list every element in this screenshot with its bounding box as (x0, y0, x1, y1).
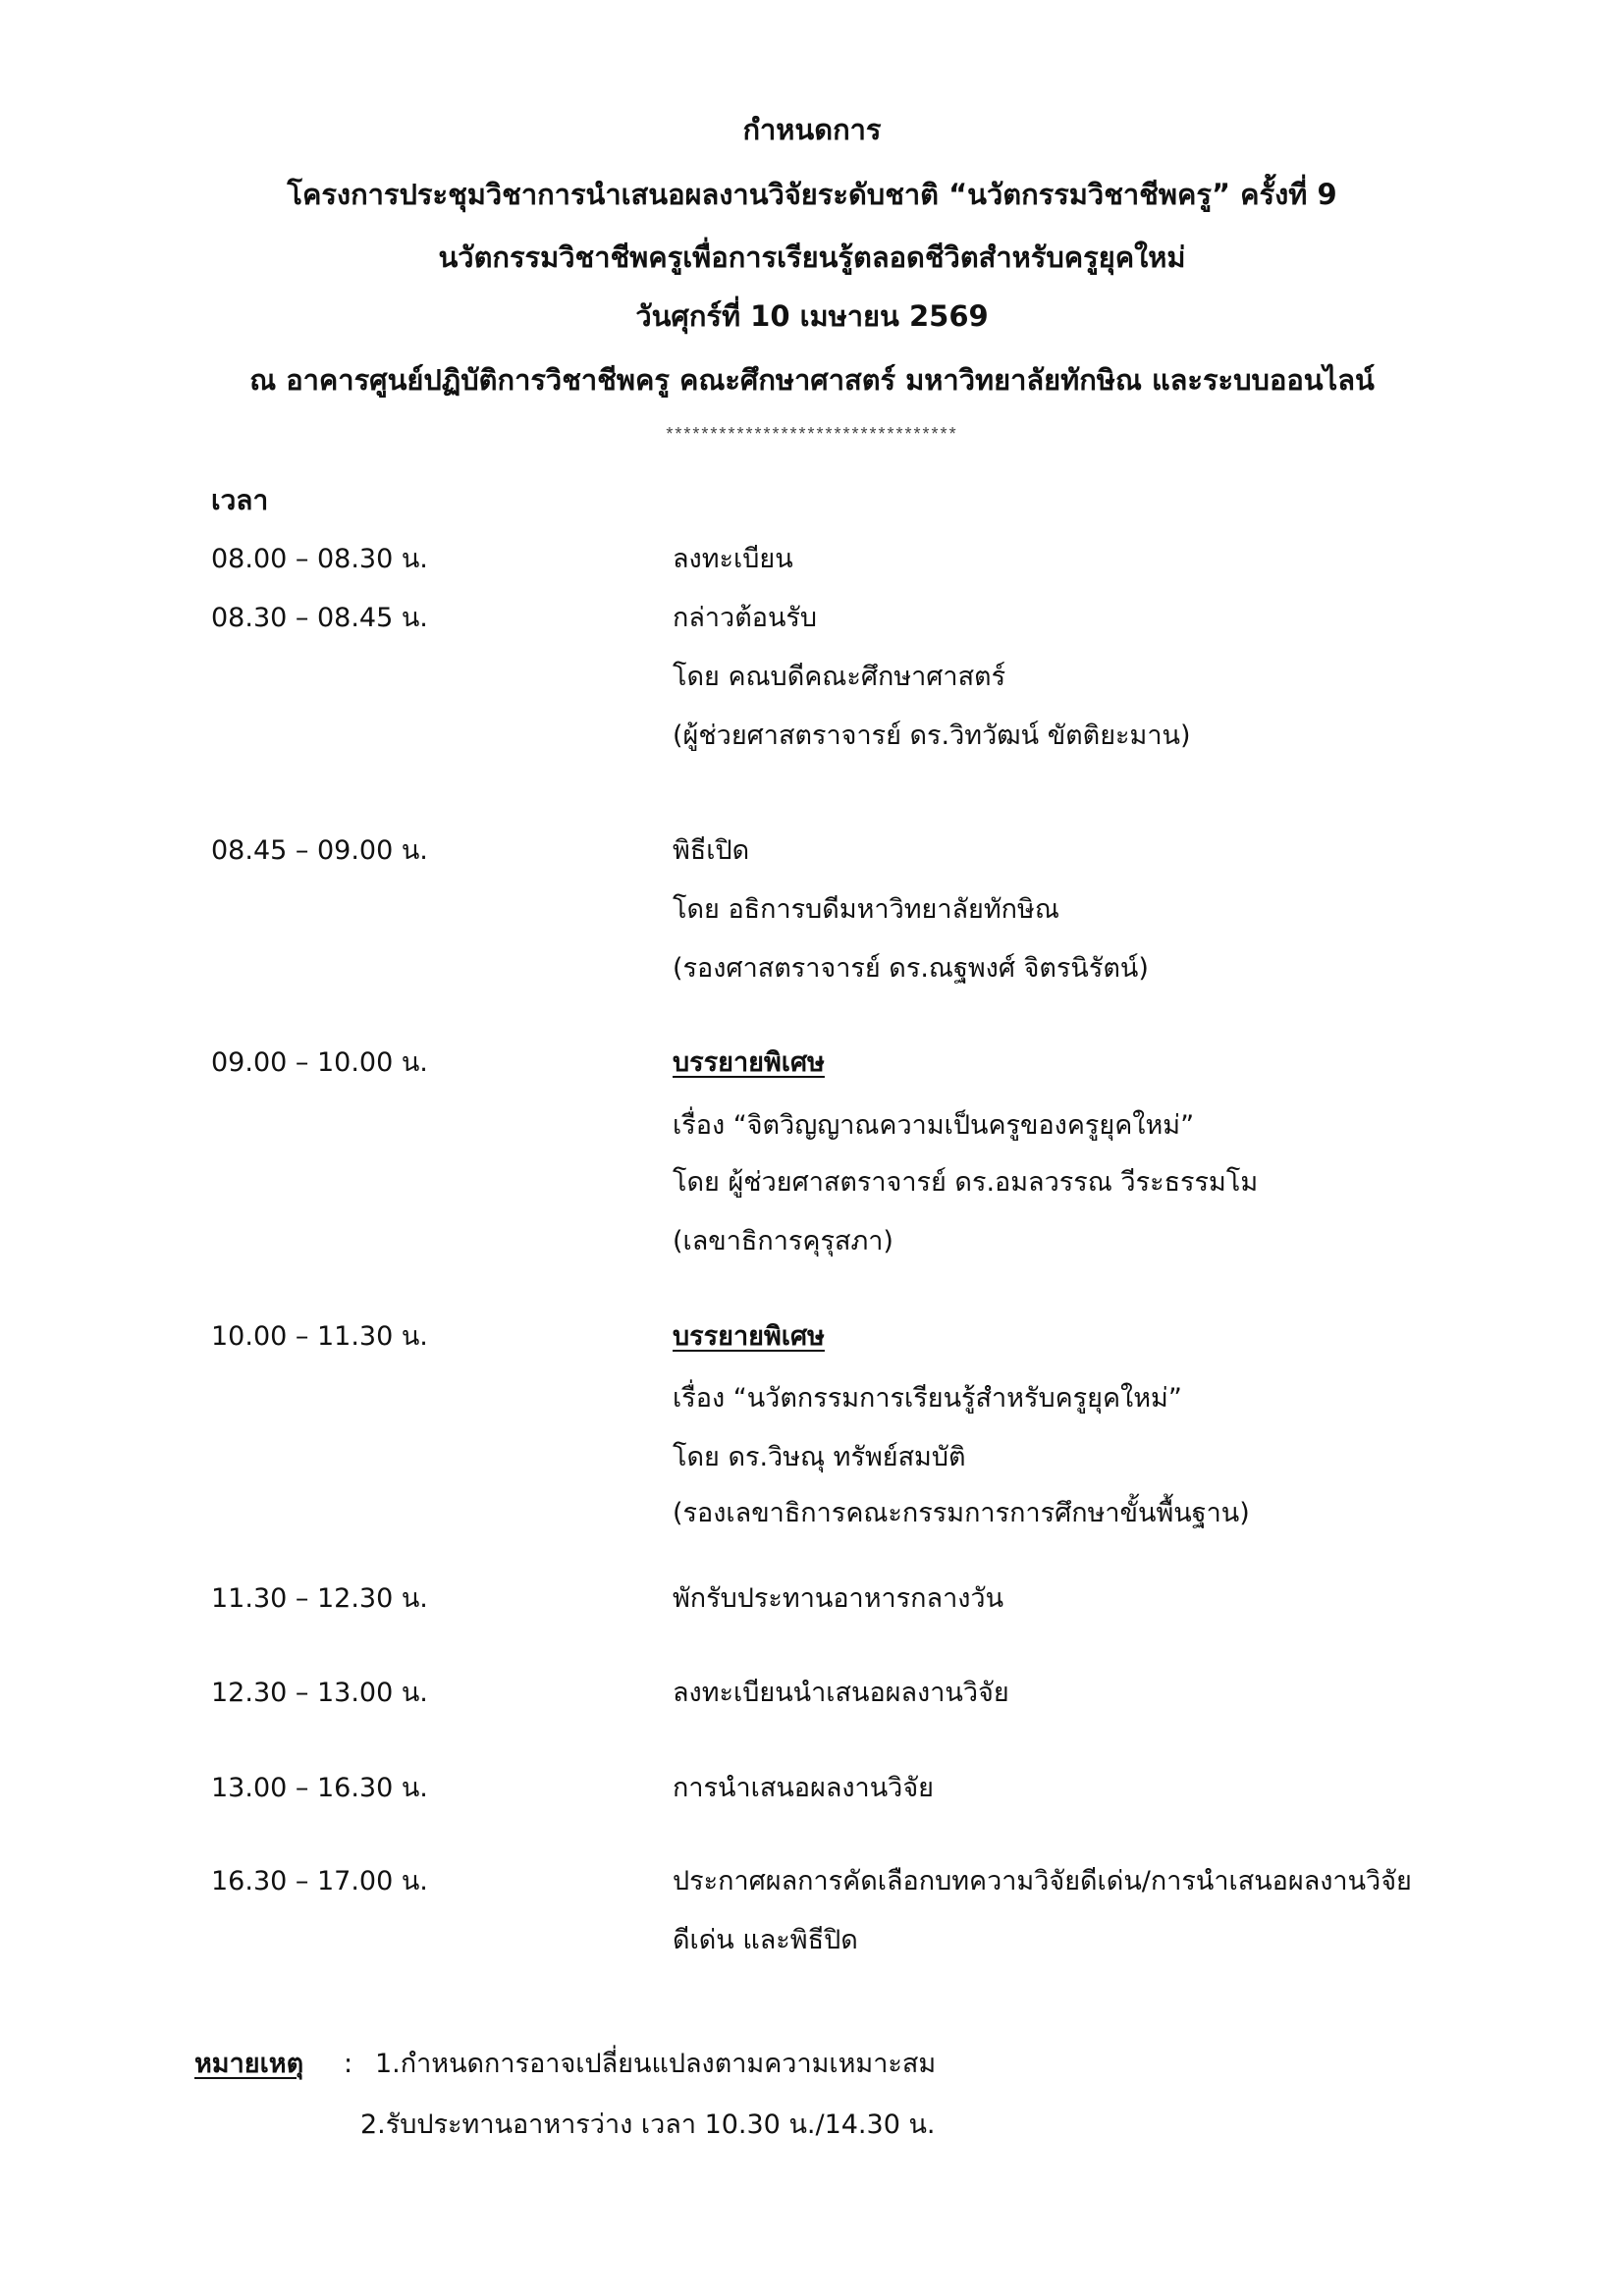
schedule-speaker: โดย ดร.วิษณุ ทรัพย์สมบัติ (673, 1442, 966, 1472)
schedule-time: 13.00 – 16.30 น. (211, 1773, 428, 1803)
special-lecture-heading: บรรยายพิเศษ (673, 1321, 825, 1352)
schedule-speaker: โดย อธิการบดีมหาวิทยาลัยทักษิณ (673, 894, 1059, 925)
conference-theme: นวัตกรรมวิชาชีพครูเพื่อการเรียนรู้ตลอดชีวิตสำหรับครูยุคใหม่ (438, 240, 1186, 274)
notes-label: หมายเหตุ (194, 2049, 304, 2079)
schedule-speaker-title: (ผู้ช่วยศาสตราจารย์ ดร.วิทวัฒน์ ขัตติยะมาน) (673, 721, 1191, 751)
schedule-activity: พักรับประทานอาหารกลางวัน (673, 1583, 1004, 1614)
schedule-time: 16.30 – 17.00 น. (211, 1866, 428, 1896)
lecture-topic: เรื่อง “จิตวิญญาณความเป็นครูของครูยุคใหม่” (673, 1110, 1195, 1141)
schedule-activity: ลงทะเบียนนำเสนอผลงานวิจัย (673, 1678, 1009, 1708)
event-venue: ณ อาคารศูนย์ปฏิบัติการวิชาชีพครู คณะศึกษาศาสตร์ มหาวิทยาลัยทักษิณ และระบบออนไลน์ (249, 363, 1375, 397)
schedule-time: 12.30 – 13.00 น. (211, 1678, 428, 1708)
note-item: 2.รับประทานอาหารว่าง เวลา 10.30 น./14.30 น. (360, 2109, 936, 2140)
schedule-speaker: โดย คณบดีคณะศึกษาศาสตร์ (673, 662, 1006, 692)
schedule-time: 11.30 – 12.30 น. (211, 1583, 428, 1614)
note-item: 1.กำหนดการอาจเปลี่ยนแปลงตามความเหมาะสม (375, 2049, 937, 2079)
special-lecture-heading: บรรยายพิเศษ (673, 1047, 825, 1078)
schedule-activity: ลงทะเบียน (673, 544, 793, 574)
schedule-speaker-title: (เลขาธิการคุรุสภา) (673, 1226, 893, 1256)
document-title: กำหนดการ (742, 113, 882, 146)
time-column-label: เวลา (211, 484, 269, 516)
schedule-activity: กล่าวต้อนรับ (673, 603, 818, 633)
lecture-topic: เรื่อง “นวัตกรรมการเรียนรู้สำหรับครูยุคใหม่” (673, 1383, 1182, 1414)
schedule-activity-continued: ดีเด่น และพิธีปิด (673, 1925, 858, 1955)
notes-colon: : (344, 2049, 353, 2079)
event-date: วันศุกร์ที่ 10 เมษายน 2569 (635, 299, 989, 333)
schedule-time: 08.00 – 08.30 น. (211, 544, 428, 574)
schedule-activity: พิธีเปิด (673, 835, 750, 866)
schedule-speaker-title: (รองเลขาธิการคณะกรรมการการศึกษาขั้นพื้นฐาน) (673, 1498, 1250, 1528)
schedule-time: 08.30 – 08.45 น. (211, 603, 428, 633)
schedule-speaker: โดย ผู้ช่วยศาสตราจารย์ ดร.อมลวรรณ วีระธรรมโม (673, 1167, 1259, 1198)
schedule-activity: ประกาศผลการคัดเลือกบทความวิจัยดีเด่น/การนำเสนอผลงานวิจัย (673, 1866, 1412, 1896)
schedule-time: 09.00 – 10.00 น. (211, 1047, 428, 1078)
separator-line: ********************************* (666, 424, 958, 444)
schedule-activity: การนำเสนอผลงานวิจัย (673, 1773, 934, 1803)
schedule-speaker-title: (รองศาสตราจารย์ ดร.ณฐพงศ์ จิตรนิรัตน์) (673, 953, 1149, 984)
schedule-time: 10.00 – 11.30 น. (211, 1321, 428, 1352)
schedule-time: 08.45 – 09.00 น. (211, 835, 428, 866)
project-name: โครงการประชุมวิชาการนำเสนอผลงานวิจัยระดับชาติ “นวัตกรรมวิชาชีพครู” ครั้งที่ 9 (287, 178, 1337, 211)
